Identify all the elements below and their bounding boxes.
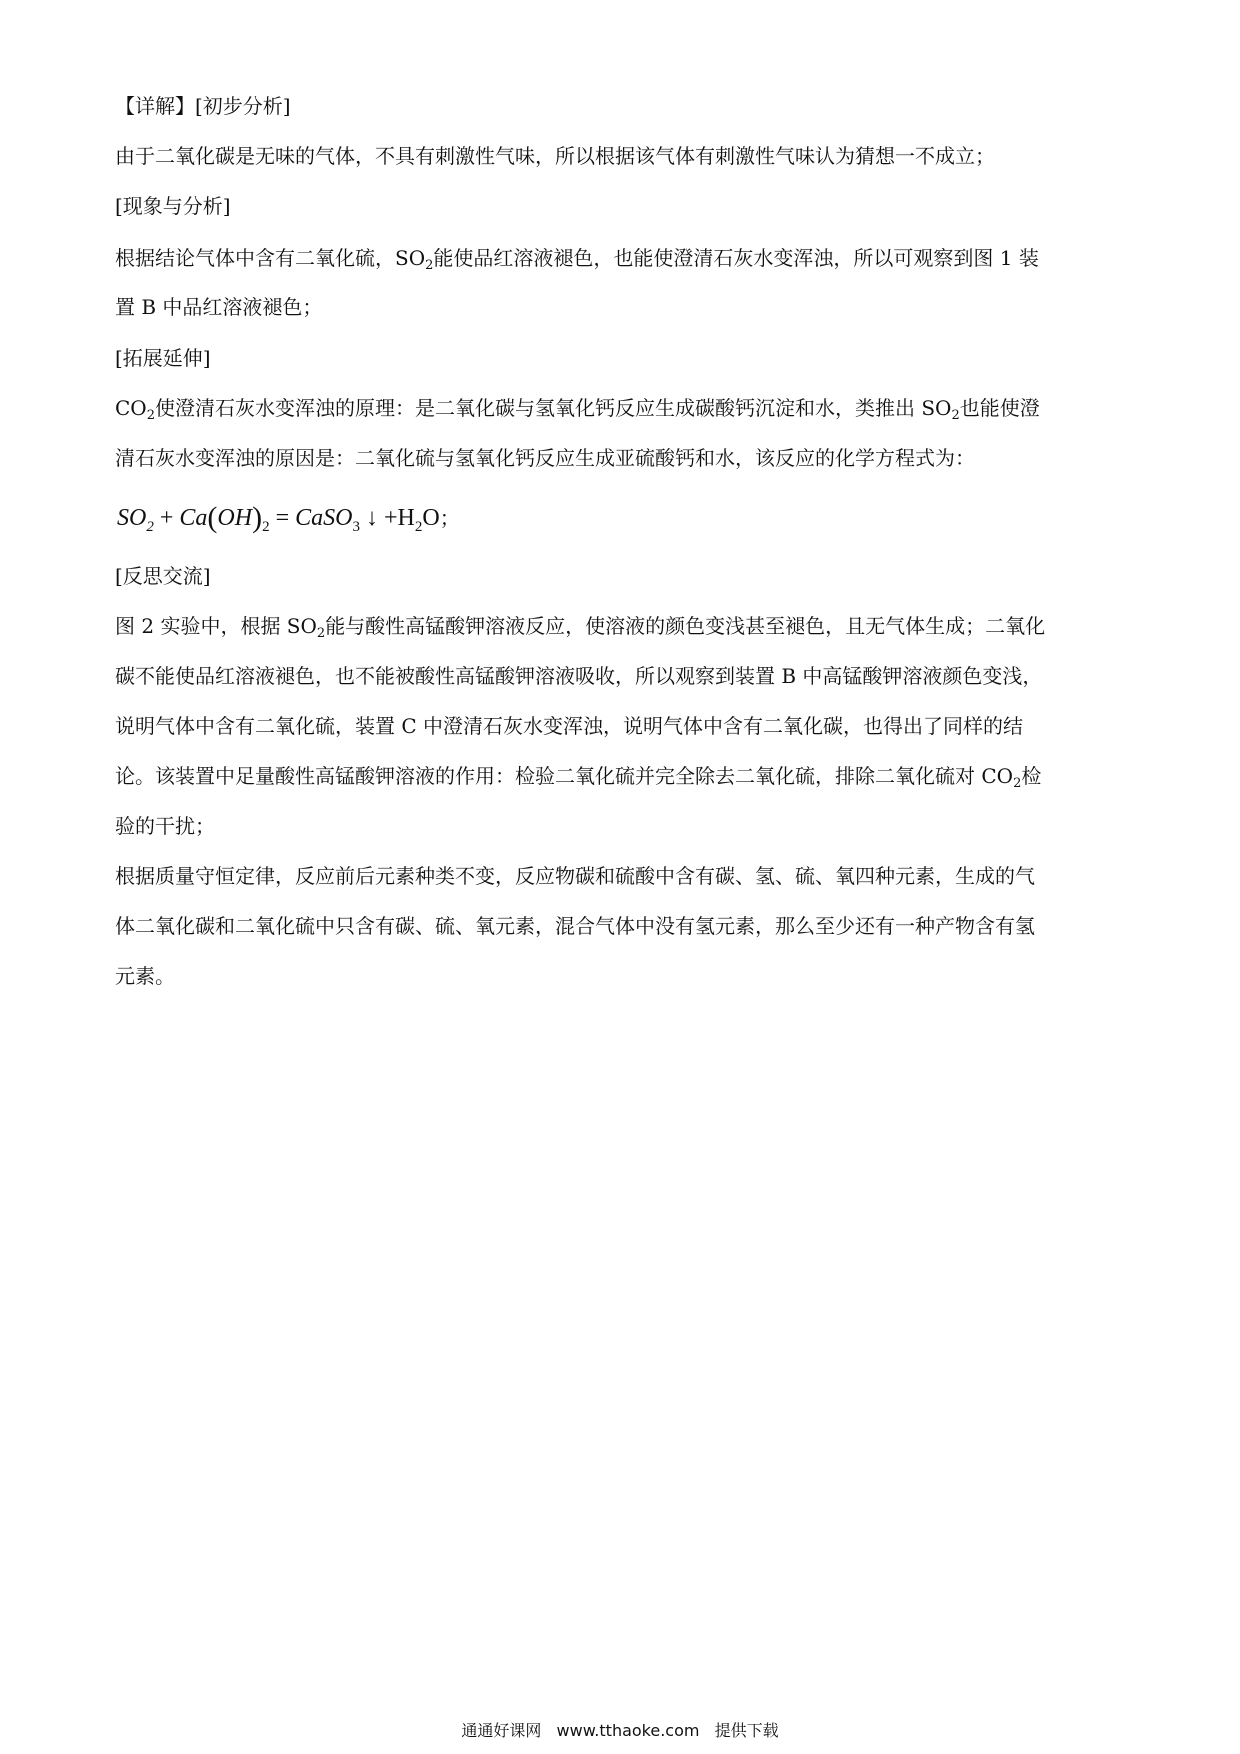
paragraph-line: 体二氧化碳和二氧化硫中只含有碳、硫、氧元素，混合气体中没有氢元素，那么至少还有一种产物含有氢 [115,914,1035,938]
section-heading-preliminary-analysis: 【详解】[初步分析] [115,94,291,118]
paragraph-line: 碳不能使品红溶液褪色，也不能被酸性高锰酸钾溶液吸收，所以观察到装置 B 中高锰酸钾溶液颜色变浅， [115,664,1043,688]
paragraph-line: 根据质量守恒定律，反应前后元素种类不变，反应物碳和硫酸中含有碳、氢、硫、氧四种元素，生成的气 [115,864,1035,888]
subscript: 2 [146,408,155,423]
paragraph-line: 清石灰水变浑浊的原因是：二氧化硫与氢氧化钙反应生成亚硫酸钙和水，该反应的化学方程式为： [115,446,975,470]
precipitate-arrow: ↓ [359,505,384,531]
paragraph-line: 图 2 实验中，根据 $SO_2$能与酸性高锰酸钾溶液反应，使溶液的颜色变浅甚至褪色，且无气体生成；二氧化 [115,614,1046,641]
section-heading-phenomenon-analysis: [现象与分析] [115,194,231,218]
paragraph-line: 由于二氧化碳是无味的气体，不具有刺激性气味，所以根据该气体有刺激性气味认为猜想一不成立； [115,144,995,168]
paragraph-line: 根据结论气体中含有二氧化硫，$SO_2$能使品红溶液褪色，也能使澄清石灰水变浑浊，所以可观察到图 1 装 [115,246,1039,273]
subscript: 2 [951,408,960,423]
paragraph-line: $CO_2$使澄清石灰水变浑浊的原理：是二氧化碳与氢氧化钙反应生成碳酸钙沉淀和水，类推出 $SO_2$也能使澄 [115,396,1040,423]
footer-site-name: 通通好课网 [461,1721,542,1740]
paragraph-line: 置 B 中品红溶液褪色； [115,295,323,319]
section-heading-extension: [拓展延伸] [115,346,211,370]
paragraph-line: 元素。 [115,964,175,988]
subscript: 2 [425,258,434,273]
paragraph-line: 论。该装置中足量酸性高锰酸钾溶液的作用：检验二氧化硫并完全除去二氧化硫，排除二氧化硫对 $CO_2$检 [115,764,1042,791]
paragraph-line: 说明气体中含有二氧化硫，装置 C 中澄清石灰水变浑浊，说明气体中含有二氧化碳，也得出了同样的结 [115,714,1024,738]
footer-url[interactable]: www.tthaoke.com [556,1721,700,1740]
section-heading-reflection: [反思交流] [115,564,211,588]
subscript: 2 [316,626,326,641]
subscript: 2 [1013,776,1022,791]
page-footer [0,1718,1240,1741]
paragraph-line: 验的干扰； [115,814,215,838]
chemical-equation: $SO_2 + Ca(OH)_2$ = CaSO$_3$ ↓ $+H_2O$； [117,501,460,535]
footer-suffix: 提供下载 [714,1721,779,1740]
